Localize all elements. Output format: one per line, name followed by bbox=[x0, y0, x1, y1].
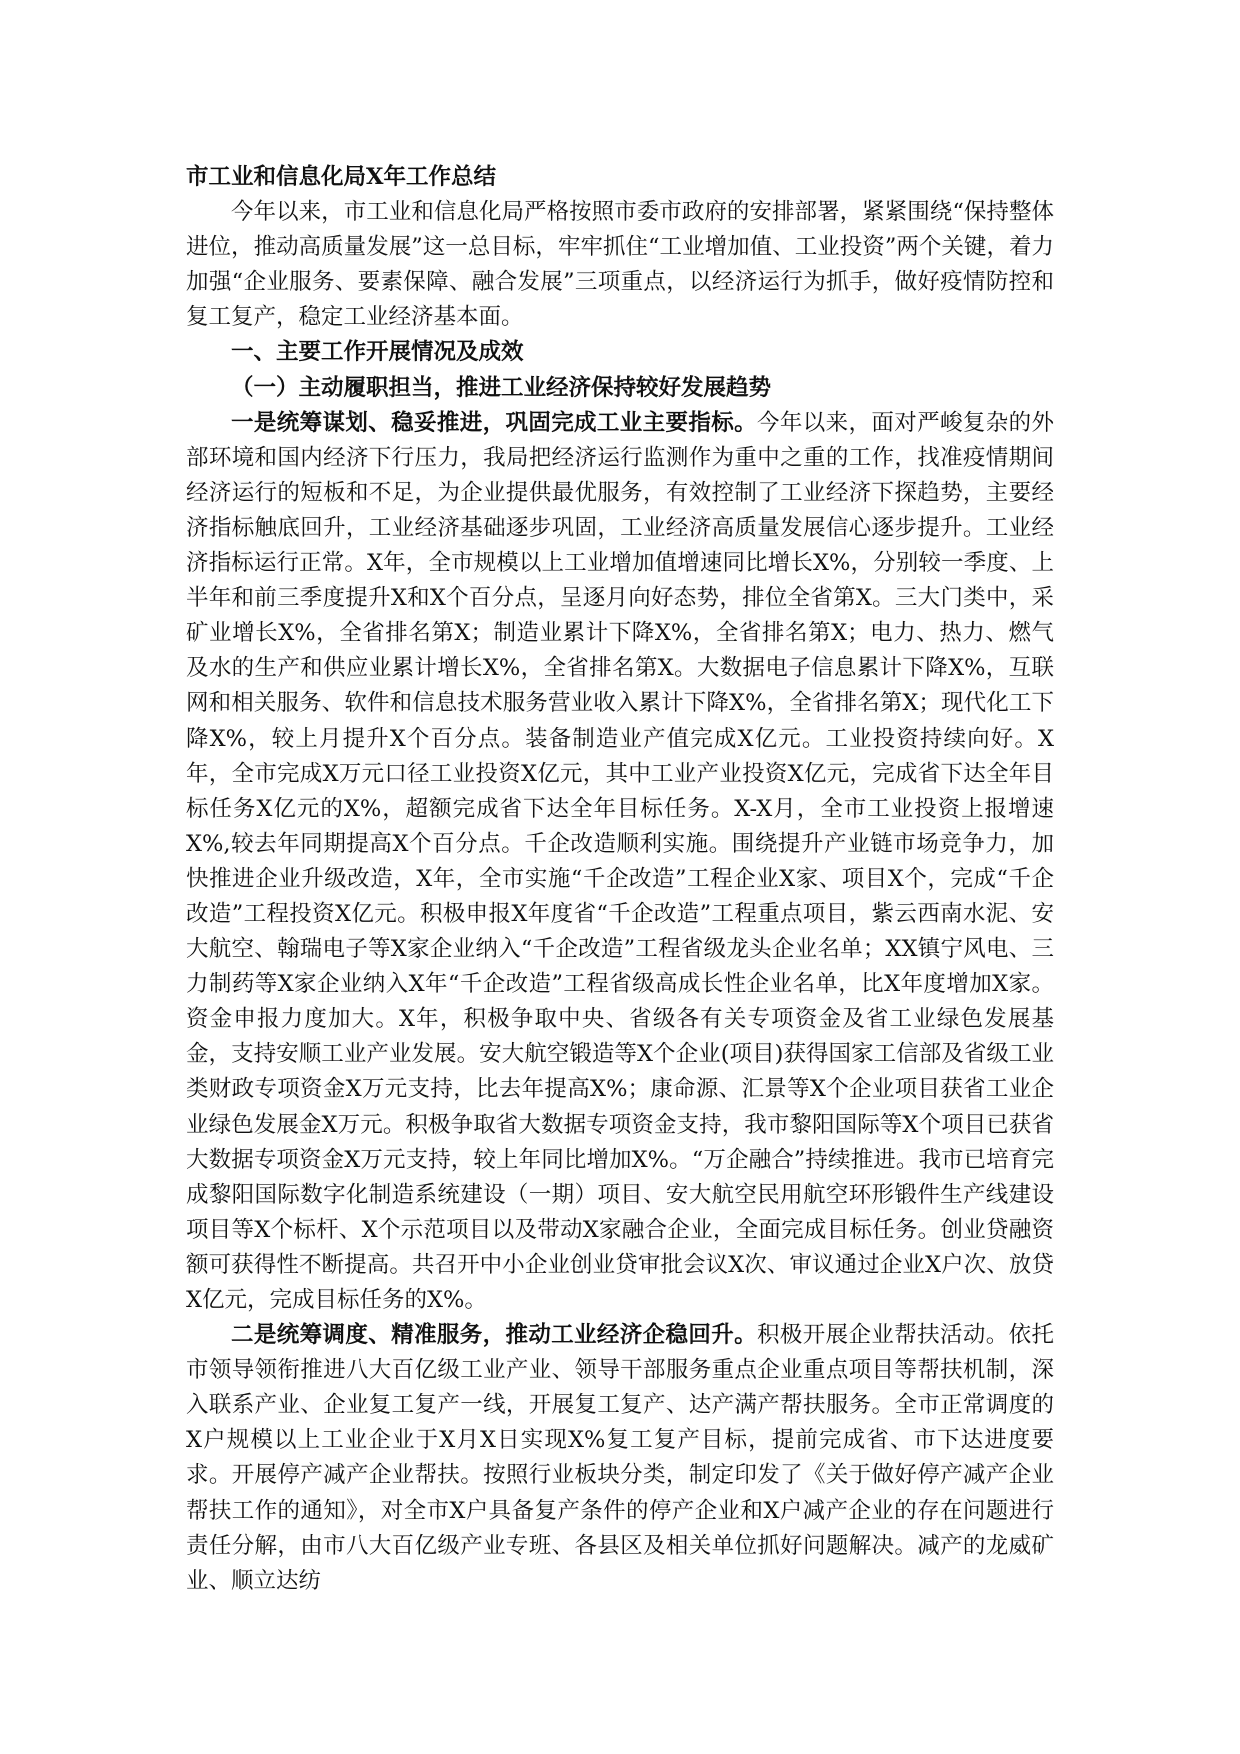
section-heading-1: 一、主要工作开展情况及成效 bbox=[231, 339, 524, 366]
intro-paragraph: 今年以来，市工业和信息化局严格按照市委市政府的安排部署，紧紧围绕“保持整体进位，推动高质量发展”这一总目标，牢牢抓住“工业增加值、工业投资”两个关键，着力加强“企业服务、要素保障、融合发展”三项重点，以经济运行为抓手，做好疫情防控和复工复产，稳定工业经济基本面。 bbox=[186, 199, 1054, 331]
document-page bbox=[186, 160, 1054, 1599]
body-paragraph-2 bbox=[186, 1318, 1054, 1599]
body-paragraph-1 bbox=[186, 406, 1054, 1318]
subsection-heading-1: （一）主动履职担当，推进工业经济保持较好发展趋势 bbox=[231, 374, 772, 401]
paragraph-text: 积极开展企业帮扶活动。依托市领导领衔推进八大百亿级工业产业、领导干部服务重点企业重点项目等帮扶机制，深入联系产业、企业复工复产一线，开展复工复产、达产满产帮扶服务。全市正常调度的X户规模以上工业企业于X月X日实现X%复工复产目标，提前完成省、市下达进度要求。开展停产减产企业帮扶。按照行业板块分类，制定印发了《关于做好停产减产企业帮扶工作的通知》，对全市X户具备复产条件的停产企业和X户减产企业的存在问题进行责任分解，由市八大百亿级产业专班、各县区及相关单位抓好问题解决。减产的龙威矿业、顺立达纺 bbox=[186, 1322, 1054, 1594]
paragraph-text: 今年以来，面对严峻复杂的外部环境和国内经济下行压力，我局把经济运行监测作为重中之重的工作，找准疫情期间经济运行的短板和不足，为企业提供最优服务，有效控制了工业经济下探趋势，主要经济指标触底回升，工业经济基础逐步巩固，工业经济高质量发展信心逐步提升。工业经济指标运行正常。X年，全市规模以上工业增加值增速同比增长X%，分别较一季度、上半年和前三季度提升X和X个百分点，呈逐月向好态势，排位全省第X。三大门类中，采矿业增长X%，全省排名第X；制造业累计下降X%，全省排名第X；电力、热力、燃气及水的生产和供应业累计增长X%，全省排名第X。大数据电子信息累计下降X%，互联网和相关服务、软件和信息技术服务营业收入累计下降X%，全省排名第X；现代化工下降X%，较上月提升X个百分点。装备制造业产值完成X亿元。工业投资持续向好。X年，全市完成X万元口径工业投资X亿元，其中工业产业投资X亿元，完成省下达全年目标任务X亿元的X%，超额完成省下达全年目标任务。X-X月，全市工业投资上报增速X%,较去年同期提高X个百分点。千企改造顺利实施。围绕提升产业链市场竞争力，加快推进企业升级改造，X年，全市实施“千企改造”工程企业X家、项目X个，完成“千企改造”工程投资X亿元。积极申报X年度省“千企改造”工程重点项目，紫云西南水泥、安大航空、翰瑞电子等X家企业纳入“千企改造”工程省级龙头企业名单；XX镇宁风电、三力制药等X家企业纳入X年“千企改造”工程省级高成长性企业名单，比X年度增加X家。资金申报力度加大。X年，积极争取中央、省级各有关专项资金及省工业绿色发展基金，支持安顺工业产业发展。安大航空锻造等X个企业(项目)获得国家工信部及省级工业类财政专项资金X万元支持，比去年提高X%；康命源、汇景等X个企业项目获省工业企业绿色发展金X万元。积极争取省大数据专项资金支持，我市黎阳国际等X个项目已获省大数据专项资金X万元支持，较上年同比增加X%。“万企融合”持续推进。我市已培育完成黎阳国际数字化制造系统建设（一期）项目、安大航空民用航空环形锻件生产线建设项目等X个标杆、X个示范项目以及带动X家融合企业，全面完成目标任务。创业贷融资额可获得性不断提高。共召开中小企业创业贷审批会议X次、审议通过企业X户次、放贷X亿元，完成目标任务的X%。 bbox=[186, 409, 1054, 1313]
paragraph-lead: 二是统筹调度、精准服务，推动工业经济企稳回升。 bbox=[231, 1322, 758, 1349]
paragraph-lead: 一是统筹谋划、稳妥推进，巩固完成工业主要指标。 bbox=[231, 409, 758, 436]
document-title: 市工业和信息化局X年工作总结 bbox=[186, 164, 496, 190]
